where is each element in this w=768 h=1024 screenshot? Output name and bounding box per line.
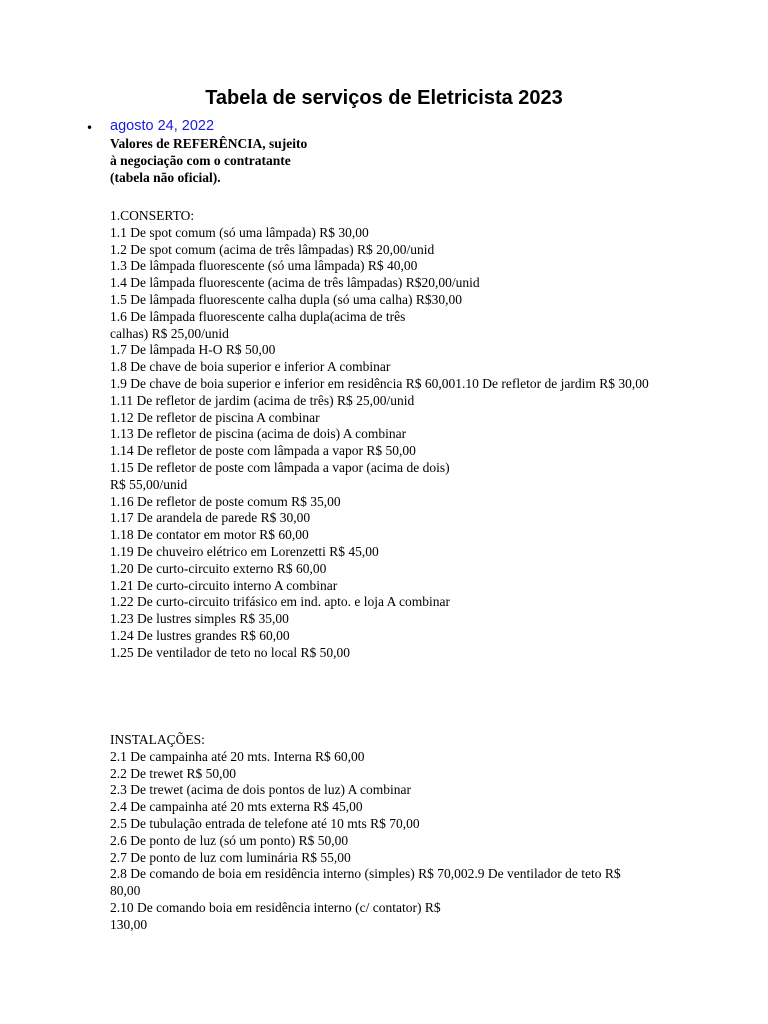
- price-line: 1.21 De curto-circuito interno A combinar: [110, 577, 338, 593]
- section-heading: INSTALAÇÕES:: [110, 732, 205, 747]
- price-line: 1.13 De refletor de piscina (acima de dois) A combinar: [110, 426, 407, 442]
- price-line: 1.16 De refletor de poste comum R$ 35,00: [110, 493, 341, 509]
- price-line: 1.17 De arandela de parede R$ 30,00: [110, 510, 311, 526]
- page-title: Tabela de serviços de Eletricista 2023: [205, 87, 563, 109]
- price-line: 2.2 De trewet R$ 50,00: [110, 765, 236, 781]
- price-line: 1.15 De refletor de poste com lâmpada a vapor (acima de dois): [110, 459, 450, 475]
- price-line: 1.4 De lâmpada fluorescente (acima de três lâmpadas) R$20,00/unid: [110, 275, 480, 291]
- price-line: 2.8 De comando de boia em residência interno (simples) R$ 70,002.9 De ventilador de teto R$ 80,00: [110, 866, 621, 899]
- price-line: 2.6 De ponto de luz (só um ponto) R$ 50,00: [110, 832, 349, 848]
- post-date-link[interactable]: agosto 24, 2022: [110, 118, 215, 134]
- price-line: 1.9 De chave de boia superior e inferior em residência R$ 60,001.10 De refletor de jardim R$ 30,00: [110, 375, 649, 391]
- price-line: 1.25 De ventilador de teto no local R$ 50,00: [110, 644, 350, 660]
- intro-line: Valores de REFERÊNCIA, sujeito: [110, 136, 308, 151]
- intro-line: (tabela não oficial).: [110, 170, 221, 185]
- price-line: 1.23 De lustres simples R$ 35,00: [110, 611, 289, 627]
- price-line: 1.5 De lâmpada fluorescente calha dupla (só uma calha) R$30,00: [110, 291, 462, 307]
- price-line: 1.22 De curto-circuito trifásico em ind. apto. e loja A combinar: [110, 594, 451, 610]
- price-line: 2.4 De campainha até 20 mts externa R$ 45,00: [110, 799, 363, 815]
- price-line: 1.6 De lâmpada fluorescente calha dupla(acima de três: [110, 308, 406, 324]
- list-bullet: •: [86, 121, 94, 135]
- price-line: 1.24 De lustres grandes R$ 60,00: [110, 627, 290, 643]
- price-line: 2.1 De campainha até 20 mts. Interna R$ 60,00: [110, 748, 365, 764]
- price-line: 2.7 De ponto de luz com luminária R$ 55,00: [110, 849, 351, 865]
- intro-line: à negociação com o contratante: [110, 153, 291, 168]
- price-line: 2.5 De tubulação entrada de telefone até 10 mts R$ 70,00: [110, 815, 420, 831]
- price-line: 1.19 De chuveiro elétrico em Lorenzetti R$ 45,00: [110, 543, 379, 559]
- price-line: 1.11 De refletor de jardim (acima de três) R$ 25,00/unid: [110, 392, 415, 408]
- price-line: 1.2 De spot comum (acima de três lâmpadas) R$ 20,00/unid: [110, 241, 435, 257]
- price-line: 1.20 De curto-circuito externo R$ 60,00: [110, 560, 327, 576]
- price-line: 130,00: [110, 916, 148, 932]
- intro-note: [110, 135, 307, 186]
- price-line: 1.7 De lâmpada H-O R$ 50,00: [110, 342, 276, 358]
- price-line: 2.10 De comando boia em residência interno (c/ contator) R$: [110, 899, 441, 915]
- price-line: 1.3 De lâmpada fluorescente (só uma lâmpada) R$ 40,00: [110, 258, 418, 274]
- section-conserto: [110, 208, 650, 662]
- section-instalacoes: [110, 732, 650, 934]
- price-line: 1.18 De contator em motor R$ 60,00: [110, 527, 309, 543]
- price-line: 1.12 De refletor de piscina A combinar: [110, 409, 320, 425]
- price-line: calhas) R$ 25,00/unid: [110, 325, 229, 341]
- price-line: 2.3 De trewet (acima de dois pontos de luz) A combinar: [110, 782, 412, 798]
- price-line: 1.8 De chave de boia superior e inferior A combinar: [110, 359, 391, 375]
- price-line: 1.14 De refletor de poste com lâmpada a vapor R$ 50,00: [110, 443, 416, 459]
- section-heading: 1.CONSERTO:: [110, 208, 195, 223]
- price-line: R$ 55,00/unid: [110, 476, 188, 492]
- price-line: 1.1 De spot comum (só uma lâmpada) R$ 30,00: [110, 224, 369, 240]
